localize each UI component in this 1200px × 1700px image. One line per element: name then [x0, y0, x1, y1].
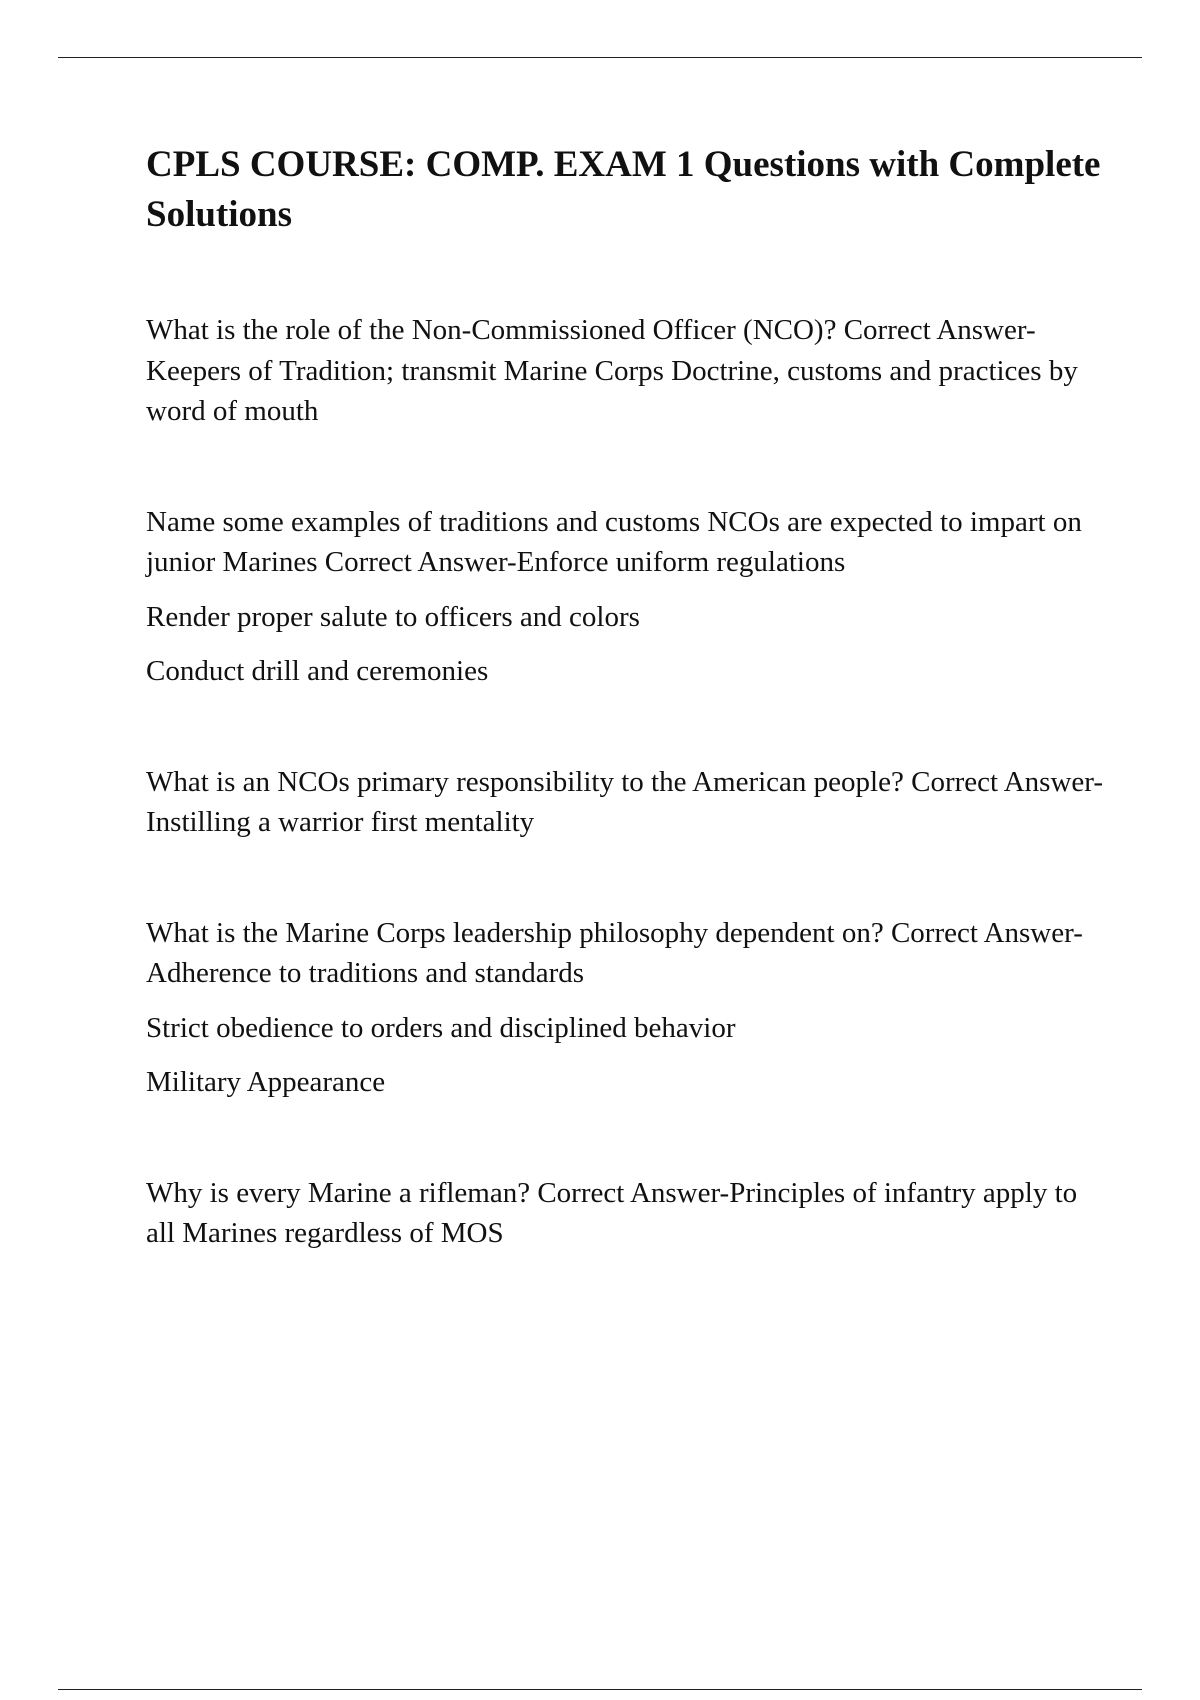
qa-item: [146, 310, 1106, 432]
qa-extra-line: Conduct drill and ceremonies: [146, 655, 489, 687]
qa-extra-line: Render proper salute to officers and colors: [146, 600, 640, 633]
qa-text: Why is every Marine a rifleman? Correct Answer-Principles of infantry apply to all Marines regardless of MOS: [146, 1176, 1078, 1249]
top-rule: [58, 57, 1142, 58]
qa-extra-line: Strict obedience to orders and disciplined behavior: [146, 1011, 736, 1044]
page-title: CPLS COURSE: COMP. EXAM 1 Questions with Complete Solutions: [146, 144, 1101, 235]
qa-item: [146, 1173, 1106, 1254]
qa-item: [146, 913, 1106, 1103]
qa-item: [146, 502, 1106, 692]
qa-text: Name some examples of traditions and customs NCOs are expected to impart on junior Marines Correct Answer-Enforce uniform regulations: [146, 505, 1082, 578]
document-body: [146, 140, 1106, 1254]
qa-text: What is the role of the Non-Commissioned Officer (NCO)? Correct Answer-Keepers of Tradition; transmit Marine Corps Doctrine, customs and practices by word of mouth: [146, 314, 1078, 427]
qa-text: What is the Marine Corps leadership philosophy dependent on? Correct Answer-Adherence to traditions and standards: [146, 916, 1083, 989]
qa-extra-line: Military Appearance: [146, 1066, 386, 1098]
qa-item: [146, 762, 1106, 843]
qa-text: What is an NCOs primary responsibility to the American people? Correct Answer-Instilling a warrior first mentality: [146, 765, 1103, 838]
bottom-rule: [58, 1689, 1142, 1690]
